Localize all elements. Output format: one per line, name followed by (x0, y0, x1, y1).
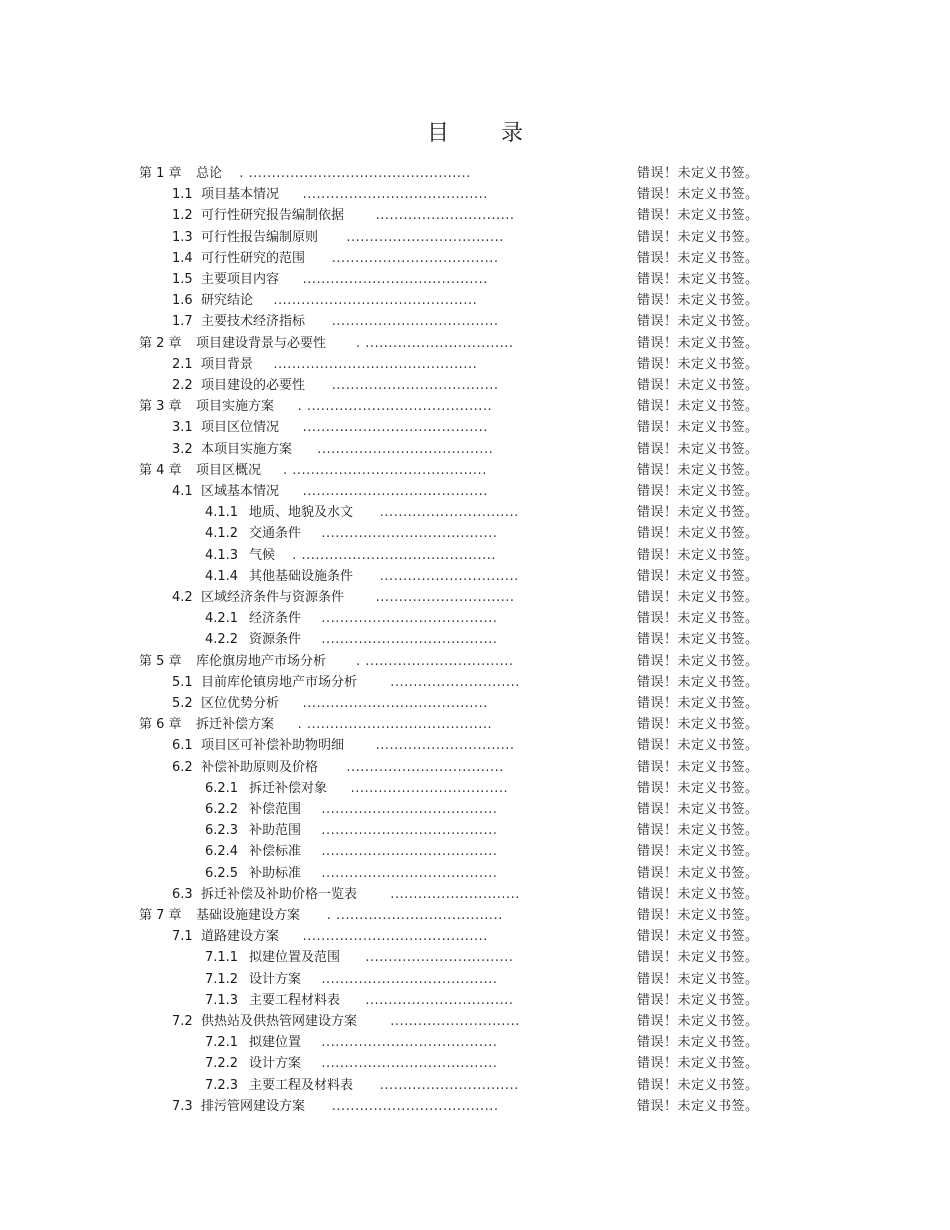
toc-leader-dots: ............................ (390, 1014, 520, 1029)
toc-leader-dots: . .................................... (326, 908, 503, 923)
toc-leader-dots: ...................................... (321, 611, 498, 627)
toc-page-ref: 错误！未定义书签。 (637, 399, 759, 415)
toc-entry[interactable] (0, 651, 950, 672)
toc-entry-number: 6.2.5 (205, 865, 239, 881)
toc-entry-title: 补偿标准 (249, 844, 302, 860)
toc-leader-dots: .................................... (331, 250, 499, 266)
toc-leader-dots: ...................................... (321, 632, 498, 648)
toc-entry[interactable] (0, 354, 950, 375)
toc-leader-dots: ................................ (365, 950, 514, 966)
toc-entry-title: 库伦旗房地产市场分析 (196, 653, 327, 669)
toc-leader-dots: ...................................... (321, 823, 498, 839)
toc-entry[interactable] (0, 799, 950, 820)
toc-entry-title: 拟建位置及范围 (249, 950, 341, 966)
toc-leader-dots: ...................................... (317, 441, 494, 457)
toc-entry-title: 地质、地貌及水文 (249, 505, 354, 521)
toc-leader-dots: . ................................ (356, 335, 514, 351)
toc-page-ref: 错误！未定义书签。 (637, 611, 759, 627)
toc-page-ref: 错误！未定义书签。 (637, 844, 759, 860)
toc-entry[interactable] (0, 184, 950, 205)
toc-entry-title: 拆迁补偿方案 (196, 717, 275, 733)
toc-page-ref: 错误！未定义书签。 (637, 1056, 759, 1072)
toc-entry[interactable] (0, 1032, 950, 1053)
toc-entry[interactable] (0, 757, 950, 778)
toc-entry-number: 5.2 (172, 696, 193, 711)
toc-entry-number: 6.2.1 (205, 780, 239, 796)
toc-entry-number: 4.1.4 (205, 568, 239, 584)
toc-entry[interactable] (0, 248, 950, 269)
toc-leader-dots: ........................................ (302, 929, 488, 945)
toc-page-ref: 错误！未定义书签。 (637, 674, 759, 690)
toc-page-ref: 错误！未定义书签。 (637, 759, 759, 775)
toc-page-ref: 错误！未定义书签。 (637, 1035, 759, 1051)
toc-entry-title: 补偿范围 (249, 802, 302, 817)
toc-entry-number: 7.1.2 (205, 971, 239, 987)
toc-leader-dots: . ................................ (356, 653, 514, 669)
toc-entry-title: 排污管网建设方案 (201, 1098, 306, 1114)
toc-entry-number: 4.1.2 (205, 526, 239, 542)
toc-entry-title: 主要项目内容 (201, 272, 280, 287)
toc-page-ref: 错误！未定义书签。 (637, 802, 759, 817)
toc-entry-title: 项目建设的必要性 (201, 378, 306, 393)
toc-page-ref: 错误！未定义书签。 (637, 187, 759, 203)
toc-entry[interactable] (0, 714, 950, 735)
toc-leader-dots: .................................... (331, 314, 499, 330)
toc-entry[interactable] (0, 396, 950, 417)
toc-leader-dots: .................................. (346, 229, 504, 245)
toc-entry-number: 7.1.1 (205, 950, 239, 966)
toc-leader-dots: . ................................................ (239, 166, 471, 181)
page-title (0, 116, 950, 147)
toc-entry[interactable] (0, 905, 950, 926)
toc-entry-number: 3.1 (172, 420, 193, 436)
toc-leader-dots: ............................ (390, 886, 520, 902)
toc-entry[interactable] (0, 333, 950, 354)
toc-entry[interactable] (0, 439, 950, 460)
toc-entry-title: 项目区位情况 (201, 420, 280, 436)
toc-entry-title: 项目建设背景与必要性 (196, 335, 327, 351)
toc-entry-number: 第 7 章 (139, 908, 182, 923)
toc-entry-title: 拆迁补偿对象 (249, 780, 328, 796)
toc-entry-number: 6.2.4 (205, 844, 239, 860)
toc-page-ref: 错误！未定义书签。 (637, 780, 759, 796)
toc-page-ref: 错误！未定义书签。 (637, 865, 759, 881)
toc-entry-number: 第 6 章 (139, 717, 182, 733)
toc-entry-number: 7.1.3 (205, 992, 239, 1008)
toc-entry[interactable] (0, 735, 950, 756)
toc-entry-title: 供热站及供热管网建设方案 (201, 1014, 358, 1029)
toc-entry-number: 5.1 (172, 674, 193, 690)
title-char-2: 录 (501, 121, 524, 146)
toc-entry[interactable] (0, 227, 950, 248)
toc-page-ref: 错误！未定义书签。 (637, 229, 759, 245)
toc-leader-dots: ........................................ (302, 272, 488, 287)
toc-page-ref: 错误！未定义书签。 (637, 886, 759, 902)
toc-page-ref: 错误！未定义书签。 (637, 420, 759, 436)
toc-entry-number: 6.3 (172, 886, 193, 902)
toc-entry-title: 气候 (249, 547, 276, 563)
toc-entry-number: 6.1 (172, 738, 193, 754)
toc-entry[interactable] (0, 269, 950, 290)
toc-entry-title: 设计方案 (249, 1056, 302, 1072)
toc-entry-title: 总论 (196, 166, 223, 181)
toc-page-ref: 错误！未定义书签。 (637, 378, 759, 393)
toc-page-ref: 错误！未定义书签。 (637, 632, 759, 648)
toc-leader-dots: ................................ (365, 992, 514, 1008)
toc-entry-title: 研究结论 (201, 293, 254, 309)
toc-entry[interactable] (0, 1096, 950, 1117)
toc-leader-dots: .............................. (375, 590, 515, 605)
toc-entry-title: 拟建位置 (249, 1035, 302, 1051)
toc-entry[interactable] (0, 969, 950, 990)
toc-leader-dots: ...................................... (321, 865, 498, 881)
toc-entry-title: 道路建设方案 (201, 929, 280, 945)
toc-page-ref: 错误！未定义书签。 (637, 971, 759, 987)
title-char-1: 目 (426, 121, 449, 146)
toc-page-ref: 错误！未定义书签。 (637, 166, 759, 181)
toc-entry-title: 目前库伦镇房地产市场分析 (201, 674, 358, 690)
toc-entry-title: 可行性研究报告编制依据 (201, 208, 345, 224)
toc-entry-number: 7.3 (172, 1098, 193, 1114)
toc-entry-title: 项目区概况 (196, 462, 262, 478)
toc-leader-dots: ...................................... (321, 802, 498, 817)
toc-page-ref: 错误！未定义书签。 (637, 1014, 759, 1029)
toc-entry-number: 4.2.2 (205, 632, 239, 648)
toc-entry-title: 主要工程材料表 (249, 992, 341, 1008)
toc-entry-number: 第 4 章 (139, 462, 182, 478)
toc-entry[interactable] (0, 311, 950, 332)
toc-leader-dots: . ........................................ (297, 717, 493, 733)
toc-leader-dots: ........................................ (302, 696, 488, 711)
toc-leader-dots: .............................. (375, 208, 515, 224)
toc-entry-number: 2.1 (172, 356, 193, 372)
toc-entry[interactable] (0, 629, 950, 650)
toc-page-ref: 错误！未定义书签。 (637, 272, 759, 287)
toc-leader-dots: .............................. (379, 505, 519, 521)
toc-page-ref: 错误！未定义书签。 (637, 717, 759, 733)
toc-page-ref: 错误！未定义书签。 (637, 738, 759, 754)
toc-entry-number: 2.2 (172, 378, 193, 393)
toc-entry[interactable] (0, 587, 950, 608)
toc-leader-dots: . .......................................... (292, 547, 497, 563)
toc-entry[interactable] (0, 566, 950, 587)
toc-entry-number: 7.2.1 (205, 1035, 239, 1051)
toc-entry-number: 1.5 (172, 272, 193, 287)
toc-entry-title: 主要工程及材料表 (249, 1077, 354, 1093)
toc-page-ref: 错误！未定义书签。 (637, 929, 759, 945)
toc-entry-title: 区域基本情况 (201, 484, 280, 499)
toc-entry[interactable] (0, 778, 950, 799)
toc-page-ref: 错误！未定义书签。 (637, 696, 759, 711)
toc-page-ref: 错误！未定义书签。 (637, 950, 759, 966)
toc-entry[interactable] (0, 841, 950, 862)
toc-page-ref: 错误！未定义书签。 (637, 484, 759, 499)
toc-leader-dots: .................................. (350, 780, 509, 796)
toc-leader-dots: ........................................ (302, 484, 488, 499)
toc-leader-dots: ........................................ (302, 187, 488, 203)
toc-entry-title: 其他基础设施条件 (249, 568, 354, 584)
toc-entry[interactable] (0, 884, 950, 905)
toc-entry[interactable] (0, 460, 950, 481)
toc-page-ref: 错误！未定义书签。 (637, 823, 759, 839)
toc-entry-number: 4.2 (172, 590, 193, 605)
toc-entry-title: 区域经济条件与资源条件 (201, 590, 345, 605)
toc-entry[interactable] (0, 990, 950, 1011)
toc-entry-number: 6.2.3 (205, 823, 239, 839)
toc-entry-number: 1.7 (172, 314, 193, 330)
toc-entry-title: 基础设施建设方案 (196, 908, 301, 923)
toc-entry-number: 3.2 (172, 441, 193, 457)
toc-page-ref: 错误！未定义书签。 (637, 250, 759, 266)
toc-entry[interactable] (0, 375, 950, 396)
toc-entry-title: 经济条件 (249, 611, 302, 627)
toc-entry-number: 4.1.3 (205, 547, 239, 563)
toc-page-ref: 错误！未定义书签。 (637, 908, 759, 923)
toc-entry-title: 项目基本情况 (201, 187, 280, 203)
toc-entry-title: 补助范围 (249, 823, 302, 839)
toc-entry-number: 4.1.1 (205, 505, 239, 521)
toc-entry[interactable] (0, 820, 950, 841)
toc-page-ref: 错误！未定义书签。 (637, 992, 759, 1008)
toc-entry-number: 7.2.2 (205, 1056, 239, 1072)
toc-entry[interactable] (0, 163, 950, 184)
toc-page-ref: 错误！未定义书签。 (637, 208, 759, 224)
toc-entry-number: 1.1 (172, 187, 193, 203)
toc-entry[interactable] (0, 523, 950, 544)
toc-entry-title: 本项目实施方案 (201, 441, 293, 457)
toc-page-ref: 错误！未定义书签。 (637, 462, 759, 478)
toc-entry[interactable] (0, 502, 950, 523)
toc-leader-dots: ............................................ (273, 356, 478, 372)
toc-entry-title: 区位优势分析 (201, 696, 280, 711)
toc-entry-number: 7.2 (172, 1014, 193, 1029)
toc-entry-number: 6.2.2 (205, 802, 239, 817)
toc-entry-number: 1.4 (172, 250, 193, 266)
toc-page-ref: 错误！未定义书签。 (637, 505, 759, 521)
toc-entry-title: 补助标准 (249, 865, 302, 881)
toc-entry[interactable] (0, 672, 950, 693)
toc-page-ref: 错误！未定义书签。 (637, 653, 759, 669)
toc-entry-title: 项目实施方案 (196, 399, 275, 415)
toc-entry-number: 第 1 章 (139, 166, 182, 181)
toc-entry-title: 可行性报告编制原则 (201, 229, 319, 245)
toc-entry-title: 设计方案 (249, 971, 302, 987)
toc-leader-dots: .............................. (379, 568, 519, 584)
toc-leader-dots: . .......................................... (283, 462, 487, 478)
toc-entry-number: 7.2.3 (205, 1077, 239, 1093)
toc-page-ref: 错误！未定义书签。 (637, 526, 759, 542)
toc-entry[interactable] (0, 608, 950, 629)
toc-page-ref: 错误！未定义书签。 (637, 1077, 759, 1093)
toc-entry[interactable] (0, 1011, 950, 1032)
toc-entry-title: 主要技术经济指标 (201, 314, 306, 330)
toc-entry[interactable] (0, 545, 950, 566)
toc-entry-number: 4.1 (172, 484, 193, 499)
toc-entry[interactable] (0, 863, 950, 884)
toc-entry[interactable] (0, 693, 950, 714)
toc-page-ref: 错误！未定义书签。 (637, 568, 759, 584)
toc-entry[interactable] (0, 417, 950, 438)
toc-entry-number: 1.2 (172, 208, 193, 224)
toc-entry-number: 第 5 章 (139, 653, 182, 669)
toc-leader-dots: ...................................... (321, 844, 498, 860)
toc-entry-number: 第 3 章 (139, 399, 182, 415)
toc-entry-number: 1.3 (172, 229, 193, 245)
toc-entry-title: 项目背景 (201, 356, 254, 372)
toc-entry-title: 可行性研究的范围 (201, 250, 306, 266)
toc-entry-number: 6.2 (172, 759, 193, 775)
toc-entry[interactable] (0, 481, 950, 502)
toc-leader-dots: . ........................................ (297, 399, 493, 415)
toc-page-ref: 错误！未定义书签。 (637, 293, 759, 309)
toc-entry[interactable] (0, 947, 950, 968)
toc-entry[interactable] (0, 205, 950, 226)
toc-leader-dots: .................................. (346, 759, 504, 775)
toc-leader-dots: ...................................... (321, 526, 498, 542)
toc-leader-dots: ...................................... (321, 1056, 498, 1072)
toc-leader-dots: ...................................... (321, 971, 498, 987)
toc-page-ref: 错误！未定义书签。 (637, 335, 759, 351)
toc-entry[interactable] (0, 290, 950, 311)
toc-page-ref: 错误！未定义书签。 (637, 441, 759, 457)
toc-page-ref: 错误！未定义书签。 (637, 1098, 759, 1114)
toc-page-ref: 错误！未定义书签。 (637, 547, 759, 563)
toc-entry-title: 交通条件 (249, 526, 302, 542)
toc-entry-title: 项目区可补偿补助物明细 (201, 738, 345, 754)
toc-leader-dots: .............................. (379, 1077, 519, 1093)
toc-entry-number: 1.6 (172, 293, 193, 309)
toc-leader-dots: ............................ (390, 674, 520, 690)
toc-entry-title: 补偿补助原则及价格 (201, 759, 319, 775)
toc-leader-dots: .............................. (375, 738, 515, 754)
toc-leader-dots: .................................... (331, 1098, 499, 1114)
toc-page-ref: 错误！未定义书签。 (637, 356, 759, 372)
toc-entry-title: 拆迁补偿及补助价格一览表 (201, 886, 358, 902)
toc-leader-dots: .................................... (331, 378, 499, 393)
toc-page-ref: 错误！未定义书签。 (637, 314, 759, 330)
toc-entry-title: 资源条件 (249, 632, 302, 648)
toc-entry-number: 第 2 章 (139, 335, 182, 351)
toc-leader-dots: ........................................ (302, 420, 488, 436)
toc-entry-number: 7.1 (172, 929, 193, 945)
toc-entry-number: 4.2.1 (205, 611, 239, 627)
toc-entry[interactable] (0, 1053, 950, 1074)
toc-entry[interactable] (0, 1075, 950, 1096)
toc-leader-dots: ............................................ (273, 293, 478, 309)
toc-entry[interactable] (0, 926, 950, 947)
toc-leader-dots: ...................................... (321, 1035, 498, 1051)
toc-page-ref: 错误！未定义书签。 (637, 590, 759, 605)
